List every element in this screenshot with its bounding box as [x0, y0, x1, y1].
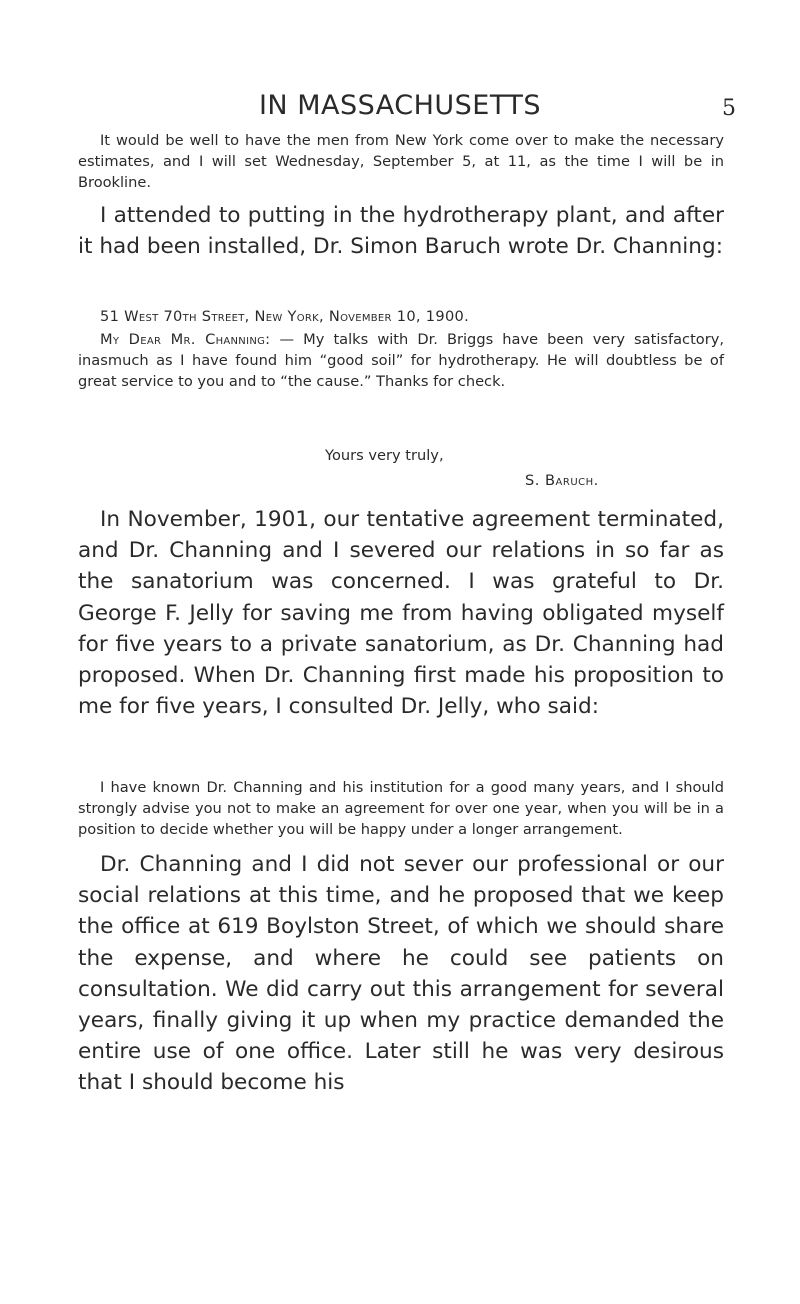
letter-address: 51 West 70th Street, New York, November 10, 1900. [100, 308, 470, 325]
letter-body: — My talks with Dr. Briggs have been very satisfactory, inasmuch as I have found him “good soil” for hydrotherapy. He will doubtless be of great service to you and to “the cause.” Thanks for check. [78, 331, 725, 390]
letter-signature: S. Baruch. [525, 472, 599, 489]
running-head: IN MASSACHUSETTS [258, 90, 542, 121]
letter-salutation: My Dear Mr. Channing: [100, 331, 271, 348]
page-number: 5 [722, 96, 736, 121]
paragraph-letter-excerpt: It would be well to have the men from New York come over to make the necessary estimates, and I will set Wednesday, September 5, at 11, as the time I will be in Brookline. [78, 132, 724, 191]
paragraph-office-arrangement: Dr. Channing and I did not sever our professional or our social relations at this time, and he proposed that we keep the office at 619 Boylston Street, of which we should share the expense, and where he could see patients on consultation. We did carry out this arrangement for several years, finally giving it up when my practice demanded the entire use of one office. Later still he was very desirous that I should become his [78, 852, 724, 1096]
paragraph-hydrotherapy: I attended to putting in the hydrotherapy plant, and after it had been installed, Dr. Simon Baruch wrote Dr. Channing: [78, 203, 724, 260]
letter-closing: Yours very truly, [325, 447, 444, 464]
quote-dr-jelly: I have known Dr. Channing and his institution for a good many years, and I should strongly advise you not to make an agreement for over one year, when you will be in a position to decide whether you will be happy under a longer arrangement. [78, 779, 724, 838]
letter-body-paragraph [78, 329, 724, 392]
paragraph-agreement-terminated: In November, 1901, our tentative agreement terminated, and Dr. Channing and I severed our relations in so far as the sanatorium was concerned. I was grateful to Dr. George F. Jelly for saving me from having obligated myself for five years to a private sanatorium, as Dr. Channing had proposed. When Dr. Channing first made his proposition to me for five years, I consulted Dr. Jelly, who said: [78, 507, 724, 720]
